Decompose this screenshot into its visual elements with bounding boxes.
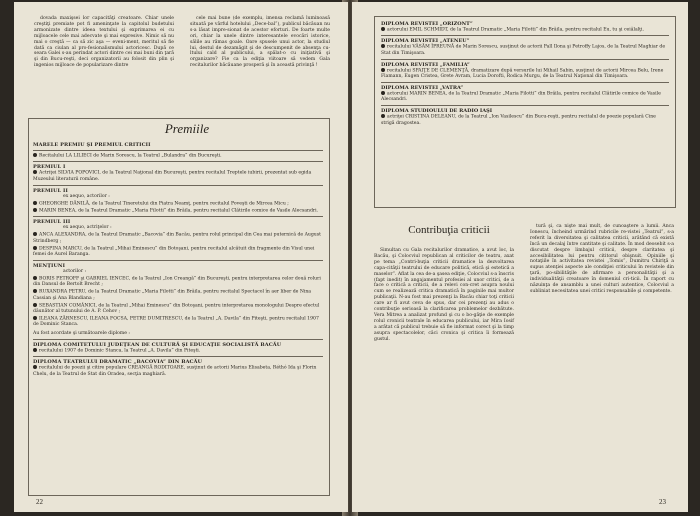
right-page (352, 2, 688, 512)
bullet-icon (33, 153, 37, 157)
bullet-icon (33, 208, 37, 212)
bullet-icon (381, 114, 385, 118)
r2-text: recitalului VÂSĂM ÎPREUNĂ de Marin Sorescu, susţinut de actorii Pall Ilona şi Petroffy Lajos, de la Teatrul Maghiar de Stat din Timişoara. (381, 44, 666, 56)
m-title: MENŢIUNI (33, 262, 66, 269)
r5-text: actriţei CRISTINA DELEANU, de la Teatrul „Ion Vasilescu” din Bucu-reşti, pentru recitalul de poezie populară Cine strigă dragostea. (381, 114, 656, 126)
m-b: RUXANDRA PETRU, de la Teatrul Dramatic „Maria Filotti” din Brăila, pentru recitalul Spectacol în aer liber de Nina Cassian şi Ana Blandiana ; (33, 289, 312, 301)
bullet-icon (33, 316, 37, 320)
p2-title: PREMIUL II (33, 187, 68, 194)
bullet-icon (381, 27, 385, 31)
bullet-icon (33, 246, 37, 250)
bullet-icon (33, 276, 37, 280)
r4-text: actorului MARIN BENEA, de la Teatrul Dramatic „Maria Filotti” din Brăila, pentru recitalul Clătirile comice de Vasile Alecsandri. (381, 91, 661, 103)
r1-text: actorului EMIL SCHMIDT, de la Teatrul Dramatic „Maria Filotti” din Brăila, pentru recitalul Eu, tu şi ceiălalţi. (381, 27, 669, 33)
bullet-icon (33, 365, 37, 369)
r2-title: DIPLOMA REVISTEI „ATENEU” (381, 38, 470, 45)
right-col2-text: tură şi, ca nişte mai mult, de cunoaştere a lumii. Anca Ionescu, încheind urmărind rubricile re-vistei „Teatrul”, s-a referit la diversitatea şi calitatea criticii, arătând că există încă un decalaj între cantitate şi calitate. În mod deosebit s-a discutat despre limbajul criticii, despre claritatea şi accesibilitatea lui pentru cititorul obişnuit. Opiniile şi notaţiile în activitatea revistei „Tomis”, Dumitru Chiriţă a supus atenţiei aspecte ale condiţiei criticului în revistele din ţară, po-sibilităţile de afirmare a personalităţii şi a individualităţii creatoare în domeniul cri-ticii. În raport cu năzuinţa de ansamblu a unei culturi autentice, Colocviul a subliniat necesitatea unei critici responsabile şi competente. (530, 224, 674, 294)
left-page (14, 2, 348, 512)
bullet-icon (33, 348, 37, 352)
d2-title: DIPLOMA TEATRULUI DRAMATIC „BACOVIA” DIN BACĂU (33, 359, 203, 366)
left-page-number: 22 (36, 498, 43, 506)
left-col1-text: dovada maxişsei lor capacităţi creatoare. Chiar unele creştiţi premiate pot fi ameninţate la capitolul budetului armonizate dintre ideea textului şi exprimarea ei cu mijloacele cele mai adecvate şi mai expresive. Nimic să nu mai o creştă — ca să zic aşa — eveni-ment, meritul să fie dată ca ciulan al pro-fesionalismului actoricesc. După ce seara Galei s-au perindat actori dintre cei mai buni din ţară şi din Bucu-reşti, deci organizatorii au folosit din plin şi ingenios mijloace de popularizare dintre (34, 16, 174, 69)
p2-b: MARIN BENEA, de la Teatrul Dramatic „Maria Filotti” din Brăila, pentru recitalul Clătirile comice de Vasile Alecsandri. (33, 208, 323, 214)
bullet-icon (381, 91, 385, 95)
d1-text: recitalului 1907 de Dominic Stanca, la Teatrul „A. Davila” din Piteşti. (33, 348, 323, 354)
m-intro: actorilor : (63, 268, 87, 274)
p2-intro: ex aequo, actorilor : (63, 193, 110, 199)
bullet-icon (33, 201, 37, 205)
r3-text: recitalului SPAIŢE DE CLEMENŢĂ, dramatizare după versurile lui Mihail Sabin, susţinut de actorii Mircea Belu, Irene Flamann, Eugen Cristea, Grete Avram, Lucia Dorofti, Rodica Murgu, de la Teatrul Naţional din Timişoara. (381, 68, 664, 80)
bullet-icon (33, 232, 37, 236)
r4-title: DIPLOMA REVISTEI „VATRA” (381, 85, 464, 92)
marele-title: MARELE PREMIU ŞI PREMIUL CRITICII (33, 142, 151, 148)
bullet-icon (33, 303, 37, 307)
p3-title: PREMIUL III (33, 219, 71, 226)
contributia-title: Contribuţia criticii (408, 224, 490, 236)
awards-box (28, 118, 330, 496)
awards-list (33, 142, 323, 379)
p1-title: PREMIUL I (33, 164, 66, 171)
p3-intro: ex aequo, actriţelor : (63, 225, 112, 231)
m-c: SEBASTIAN COMÂNICI, de la Teatrul „Mihai Eminescu” din Botoşani, pentru interpretarea monologului Despre efectul dăunător al tutunului de A. P. Cehov ; (33, 303, 320, 314)
m-a: BORIS PETROFF şi GABRIEL IENCEC, de la Teatrul „Ion Creangă” din Bucureşti, pentru interpretarea celor două roluri din Dansul de Bertolt Brecht ; (33, 276, 321, 288)
d1-title: DIPLOMA COMITETULUI JUDEŢEAN DE CULTURĂ ŞI EDUCAŢIE SOCIALISTĂ BACĂU (33, 342, 282, 349)
marele-text: Recitalului LA LILIECI de Marin Sorescu, la Teatrul „Bulandra” din Bucureşti. (33, 153, 323, 159)
r1-title: DIPLOMA REVISTEI „ORIZONT” (381, 21, 473, 27)
p3-a: ANCA ALEXANDRA, de la Teatrul Dramatic „Bacovia” din Bacău, pentru rolul principal din Cea mai puternică de August Strindberg ; (33, 232, 321, 244)
also-text: Au fost acordate şi următoarele diplome : (33, 331, 130, 337)
bullet-icon (33, 170, 37, 174)
diplomas-list (381, 21, 669, 128)
r5-title: DIPLOMA STUDIOULUI DE RADIO IAŞI (381, 108, 493, 115)
m-d: ILEANA ZĂRNESCU, ILEANA FOCSA, PETRE DUMITRESCU, de la Teatrul „A. Davila” din Piteşti, pentru recitalul 1907 de Dominic Stanca. (33, 316, 319, 328)
right-page-number: 23 (659, 498, 666, 506)
bullet-icon (33, 289, 37, 293)
left-col2-text: cele mai bune (de exemplu, imensa reclamă luminoasă situată pe vârful hotelului „Dece-bal”), publicul băcăuan nu s-a lăsat impre-sionat de acestor eforturi. De foarte multe ori, chiar la unele dintre interesantele evocări istorice, sălile au rămas goale. Oare spusele unui actor, la studiul lui, destul de dezamăgit şi de descumpenit de absenţa cu-ltului cald al publicului, a spălat-o cu iniţiativă şi organizare? Fie ca la ediţia viitoare să vedem Gala recitalurilor băcăuane prosperă şi în această privinţă ! (190, 16, 330, 69)
premii-title: Premiile (147, 121, 227, 137)
p1-text: Actriţei SILVIA POPOVICI, de la Teatrul Naţional din Bucureşti, pentru recitalul Treptele iubirii, prezentat sub egida Muzeului literaturii române. (33, 170, 312, 182)
p2-a: GHEORGHE DĂNILĂ, de la Teatrul Tineretului din Piatra Neamţ, pentru recitalul Poveşti de Mircea Micu ; (33, 201, 323, 207)
r3-title: DIPLOMA REVISTEI „FAMILIA” (381, 61, 470, 68)
bullet-icon (381, 44, 385, 48)
right-col1-text: Simultan cu Gala recitalurilor dramatice, a avut loc, la Bacău, şi Colocviul republican al criticilor de teatru, axat pe tema „Contri-buţia criticii dramatice la dezvoltarea capa-cităţii teatrului de educare politică, etică şi estetică a maselor”. Aflat la cea de-a şasea ediţie, Colocviul s-a înscris (fapt inedit) în angajamentul profesiei al unor critici, de a face o critică a criticii, de a relevi con-cret asupra noului cum se realizează critica dramatică în paginile mai multor publicaţii. N-au fost mai prezenţi la Bacău chiar toţi criticii care ar fi avut ceva de spus, dar cei prezenţi au adus o contribuţie serioasă la clarificarea problemelor dezbătute. Vera Mitrea a analizat profund şi cu o bo-găţie de exemple rolul cronicii teatrale în educarea publicului, iar Mira Iosif a arătat că publicul trebuie să fie informat corect şi la timp asupra spectacolelor, căci cronica şi critica îi formează gustul. (374, 248, 514, 342)
diplomas-box (374, 16, 676, 208)
p3-b: DESPINA MARCU, de la Teatrul „Mihai Eminescu” din Botoşani, pentru recitalul alcătuit din fragmente din Visul unei femei de Aurel Baranga. (33, 246, 315, 258)
bullet-icon (381, 68, 385, 72)
d2-text: recitalului de poezii şi citire populare CREANGĂ RODITOARE, susţinut de actorii Marius Elisabeta, Réthó Ida şi Florin Chelu, de la Teatrul de Stat din Oradea, secţia maghiară. (33, 365, 317, 377)
